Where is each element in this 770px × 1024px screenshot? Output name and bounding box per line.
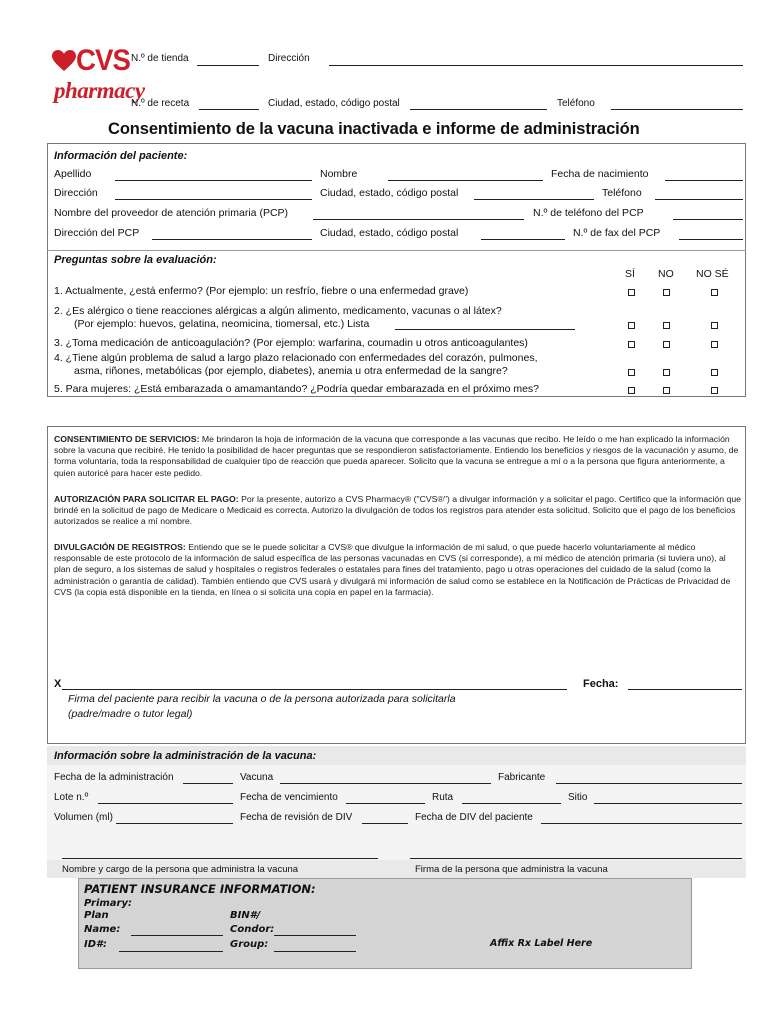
q2-yes-checkbox[interactable] <box>628 322 635 329</box>
insurance-id-field[interactable] <box>119 951 223 952</box>
page-title: Consentimiento de la vacuna inactivada e informe de administración <box>108 120 640 138</box>
store-address-field[interactable] <box>329 65 743 66</box>
column-no-header: NO <box>658 268 674 280</box>
insurance-bin-label: BIN#/ <box>230 910 261 921</box>
payment-authorization-paragraph <box>54 494 742 528</box>
rx-label-placeholder: Affix Rx Label Here <box>490 938 593 949</box>
administrator-signature-label: Firma de la persona que administra la vacuna <box>415 864 608 875</box>
question-1: 1. Actualmente, ¿está enfermo? (Por ejemplo: un resfrío, fiebre o una enfermedad grave) <box>54 285 469 297</box>
last-name-label: Apellido <box>54 168 92 180</box>
q5-unknown-checkbox[interactable] <box>711 387 718 394</box>
q1-unknown-checkbox[interactable] <box>711 289 718 296</box>
q1-yes-checkbox[interactable] <box>628 289 635 296</box>
vaccine-label: Vacuna <box>240 772 274 783</box>
pcp-fax-label: N.º de fax del PCP <box>573 227 661 239</box>
first-name-field[interactable] <box>388 180 543 181</box>
signature-caption-guardian: (padre/madre o tutor legal) <box>68 708 193 720</box>
insurance-id-label: ID#: <box>84 939 107 950</box>
pharmacy-logo-text: pharmacy <box>54 78 145 103</box>
q4-no-checkbox[interactable] <box>663 369 670 376</box>
pcp-address-field[interactable] <box>152 239 312 240</box>
records-release-text: Entiendo que se le puede solicitar a CVS® que divulgue la información de mi salud, o que puede hacerlo voluntariamente al médico responsable de este protocolo de la información de salud específica de las personas vacunadas en CVS (si corresponde), a mi médico de atención primaria (si tuviera uno), al plan de seguro, a los sistemas de salud y hospitales o registros federales o estatales para fines del tratamiento, pago u otras operaciones del cuidado de la salud (como la administración o garantía de calidad). También entiendo que CVS usará y divulgará mi información de salud como se establece en la Notificación de Prácticas de Privacidad de CVS (la copia está disponible en la tienda, en línea o si solicita una copia en papel en la farmacia). <box>54 542 731 597</box>
volume-label: Volumen (ml) <box>54 812 113 823</box>
pcp-name-label: Nombre del proveedor de atención primaria (PCP) <box>54 207 289 219</box>
payment-authorization-heading: AUTORIZACIÓN PARA SOLICITAR EL PAGO: <box>54 494 239 504</box>
pcp-phone-field[interactable] <box>673 219 743 220</box>
patient-address-field[interactable] <box>115 199 312 200</box>
last-name-field[interactable] <box>115 180 312 181</box>
insurance-title: PATIENT INSURANCE INFORMATION: <box>84 882 316 896</box>
first-name-label: Nombre <box>320 168 358 180</box>
insurance-condor-label: Condor: <box>230 924 275 935</box>
store-number-label: N.º de tienda <box>131 53 189 64</box>
store-phone-field[interactable] <box>611 109 743 110</box>
column-yes-header: SÍ <box>625 268 635 280</box>
dob-label: Fecha de nacimiento <box>551 168 649 180</box>
insurance-plan-label: Plan <box>84 910 109 921</box>
patient-city-label: Ciudad, estado, código postal <box>320 187 459 199</box>
administrator-signature-field[interactable] <box>410 858 742 859</box>
admin-section-title: Información sobre la administración de la vacuna: <box>54 750 317 762</box>
insurance-name-label: Name: <box>84 924 121 935</box>
rx-number-field[interactable] <box>199 109 259 110</box>
signature-caption: Firma del paciente para recibir la vacuna o de la persona autorizada para solicitarla <box>68 693 456 705</box>
records-release-paragraph <box>54 542 742 598</box>
cvs-heart-logo-icon <box>52 50 76 72</box>
rx-number-label: N.º de receta <box>131 98 190 109</box>
question-2-example: (Por ejemplo: huevos, gelatina, neomicina, tiomersal, etc.) Lista <box>74 318 370 330</box>
q1-no-checkbox[interactable] <box>663 289 670 296</box>
insurance-primary-label: Primary: <box>84 898 132 909</box>
pcp-address-label: Dirección del PCP <box>54 227 140 239</box>
cvs-logo-text: CVS <box>76 44 130 77</box>
allergy-list-field[interactable] <box>395 329 575 330</box>
q2-unknown-checkbox[interactable] <box>711 322 718 329</box>
manufacturer-label: Fabricante <box>498 772 546 783</box>
expiration-label: Fecha de vencimiento <box>240 792 338 803</box>
q5-yes-checkbox[interactable] <box>628 387 635 394</box>
services-consent-text: Me brindaron la hoja de información de la vacuna que corresponde a las vacunas que recibo. He leído o me han explicado la información sobre la vacuna que recibiré. He tenido la posibilidad de hacer preguntas que se respondieron satisfactoriamente. Entiendo los beneficios y riesgos de la vacunación y asumo, de forma voluntaria, toda la responsabilidad de cualquier tipo de reacción que pueda aparecer. Solicito que la vacuna se entregue a mí o a la persona que figura anteriormente, a quien autoricé para hacer este pedido. <box>54 434 739 478</box>
question-5: 5. Para mujeres: ¿Está embarazada o amamantando? ¿Podría quedar embarazada en el próximo mes? <box>54 383 540 395</box>
store-number-field[interactable] <box>197 65 259 66</box>
q5-no-checkbox[interactable] <box>663 387 670 394</box>
volume-field[interactable] <box>116 823 233 824</box>
q4-yes-checkbox[interactable] <box>628 369 635 376</box>
admin-date-label: Fecha de la administración <box>54 772 174 783</box>
signature-date-field[interactable] <box>628 689 742 690</box>
pcp-city-field[interactable] <box>481 239 565 240</box>
records-release-heading: DIVULGACIÓN DE REGISTROS: <box>54 542 186 552</box>
vis-patient-field[interactable] <box>541 823 742 824</box>
question-2: 2. ¿Es alérgico o tiene reacciones alérgicas a algún alimento, medicamento, vacunas o al látex? <box>54 305 502 317</box>
site-field[interactable] <box>594 803 742 804</box>
screening-section-title: Preguntas sobre la evaluación: <box>54 254 217 266</box>
store-address-label: Dirección <box>268 53 310 64</box>
store-phone-label: Teléfono <box>557 98 595 109</box>
vis-patient-label: Fecha de DIV del paciente <box>415 812 533 823</box>
admin-date-field[interactable] <box>183 783 233 784</box>
patient-signature-field[interactable] <box>62 689 567 690</box>
screening-divider <box>47 250 746 251</box>
q3-no-checkbox[interactable] <box>663 341 670 348</box>
patient-phone-label: Teléfono <box>602 187 642 199</box>
q4-unknown-checkbox[interactable] <box>711 369 718 376</box>
signature-x-mark: X <box>54 678 62 690</box>
lot-number-label: Lote n.º <box>54 792 89 803</box>
insurance-group-field[interactable] <box>274 951 356 952</box>
pcp-city-label: Ciudad, estado, código postal <box>320 227 459 239</box>
patient-section-title: Información del paciente: <box>54 150 188 162</box>
lot-number-field[interactable] <box>98 803 233 804</box>
insurance-name-field[interactable] <box>131 935 223 936</box>
patient-address-label: Dirección <box>54 187 98 199</box>
services-consent-heading: CONSENTIMIENTO DE SERVICIOS: <box>54 434 200 444</box>
administrator-name-field[interactable] <box>62 858 378 859</box>
store-city-label: Ciudad, estado, código postal <box>268 98 400 109</box>
services-consent-paragraph <box>54 434 742 479</box>
payment-authorization-text: Por la presente, autorizo a CVS Pharmacy® ("CVS®") a divulgar información y a solicitar el pago. Certifico que la información que brindé en la solicitud de pago de Medicare o Medicaid es correcta. Autorizo la divulgación de todos los registros para atender esta solicitud. Solicito que el pago de los beneficios autorizados se realice a mí nombre. <box>54 494 742 527</box>
expiration-field[interactable] <box>346 803 425 804</box>
patient-phone-field[interactable] <box>655 199 743 200</box>
signature-date-label: Fecha: <box>583 678 619 690</box>
question-4-cont: asma, riñones, metabólicas (por ejemplo, diabetes), anemia u otra enfermedad de la sangre? <box>74 365 508 377</box>
manufacturer-field[interactable] <box>556 783 742 784</box>
dob-field[interactable] <box>665 180 743 181</box>
route-label: Ruta <box>432 792 454 803</box>
vaccine-field[interactable] <box>280 783 491 784</box>
site-label: Sitio <box>568 792 588 803</box>
vis-date-label: Fecha de revisión de DIV <box>240 812 353 823</box>
store-city-field[interactable] <box>410 109 547 110</box>
patient-city-field[interactable] <box>474 199 594 200</box>
route-field[interactable] <box>462 803 561 804</box>
question-4: 4. ¿Tiene algún problema de salud a largo plazo relacionado con enfermedades del corazón, pulmones, <box>54 352 538 364</box>
column-unknown-header: NO SÉ <box>696 268 729 280</box>
pcp-phone-label: N.º de teléfono del PCP <box>533 207 644 219</box>
pcp-fax-field[interactable] <box>679 239 743 240</box>
q2-no-checkbox[interactable] <box>663 322 670 329</box>
administrator-name-label: Nombre y cargo de la persona que administra la vacuna <box>62 864 299 875</box>
insurance-condor-field[interactable] <box>274 935 356 936</box>
vis-date-field[interactable] <box>362 823 408 824</box>
q3-yes-checkbox[interactable] <box>628 341 635 348</box>
insurance-group-label: Group: <box>230 939 269 950</box>
question-3: 3. ¿Toma medicación de anticoagulación? (Por ejemplo: warfarina, coumadin u otros anticoagulantes) <box>54 337 528 349</box>
q3-unknown-checkbox[interactable] <box>711 341 718 348</box>
pcp-name-field[interactable] <box>313 219 524 220</box>
